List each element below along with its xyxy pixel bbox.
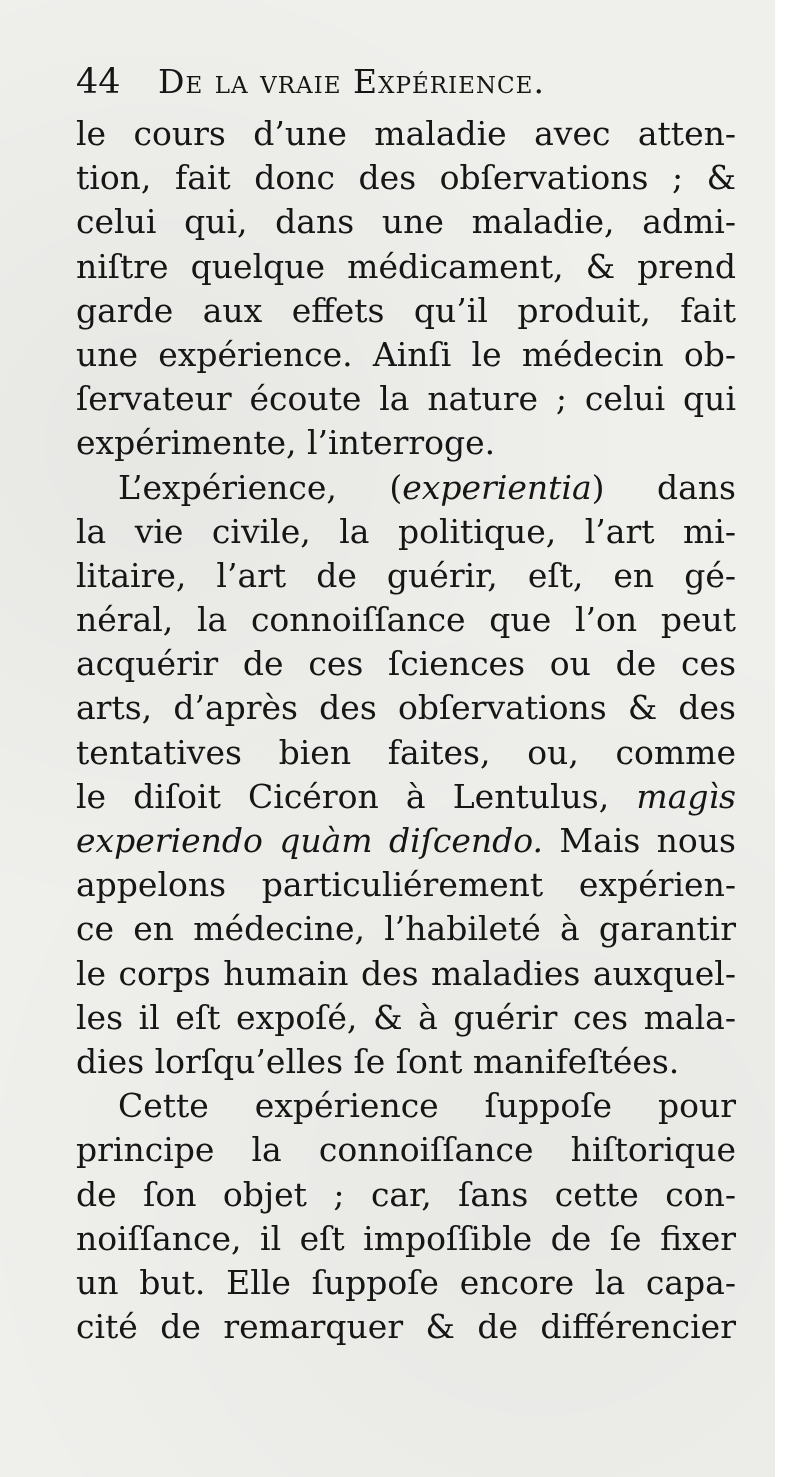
text-line: une expérience. Ainſi le médecin ob- [76,334,736,374]
text-line: tentatives bien faites, ou, comme [76,732,736,772]
text-line: dies lorſqu’elles ſe ſont manifeſtées. [76,1041,680,1081]
text-line: arts, d’après des obſervations & des [76,688,736,728]
text-line: un but. Elle ſuppoſe encore la capa- [76,1262,736,1302]
running-head: De la vraie Expérience. [158,62,545,101]
text-line: le cours d’une maladie avec atten- [76,114,736,153]
text-line [76,775,736,819]
italic-quote: experiendo quàm diſcendo. [76,821,544,860]
text-line: ſervateur écoute la nature ; celui qui [76,379,736,419]
text-line: niſtre quelque médicament, & prend [76,246,736,286]
italic-term: experientia [402,467,592,507]
text-line: le corps humain des maladies auxquel- [76,953,736,993]
text-line: garde aux effets qu’il produit, fait [76,290,736,330]
body-text [76,112,736,1349]
text-line: la vie civile, la politique, l’art mi- [76,511,736,551]
text-line: principe la connoiſſance hiſtorique [76,1130,736,1170]
page-header [76,60,736,104]
text-line: expérimente, l’interroge. [76,423,496,463]
text-span: ) dans [591,467,736,507]
text-line: acquérir de ces ſciences ou de ces [76,644,736,684]
text-line: appelons particuliérement expérien- [76,865,736,905]
text-line [76,819,736,863]
text-line: noiſſance, il eſt impoſſible de ſe fixer [76,1218,736,1258]
text-line: néral, la connoiſſance que l’on peut [76,600,736,640]
text-line [76,466,736,510]
text-line: ce en médecine, l’habileté à garantir [76,909,736,949]
page-number: 44 [76,62,121,102]
text-line: litaire, l’art de guérir, eſt, en gé- [76,555,736,595]
text-line: les il eſt expoſé, & à guérir ces mala- [76,997,736,1037]
page-edge [775,0,800,1477]
italic-quote: magìs [636,776,736,816]
text-span: le diſoit Cicéron à Lentulus, [76,776,610,816]
text-line: celui qui, dans une maladie, admi- [76,202,736,242]
text-span: Mais nous [559,821,736,860]
text-line: tion, fait donc des obſervations ; & [76,158,736,198]
text-line: Cette expérience ſuppoſe pour [118,1086,736,1126]
text-span: L’expérience, ( [118,467,403,507]
text-line: cité de remarquer & de différencier [76,1307,736,1347]
text-line: de ſon objet ; car, ſans cette con- [76,1174,736,1214]
